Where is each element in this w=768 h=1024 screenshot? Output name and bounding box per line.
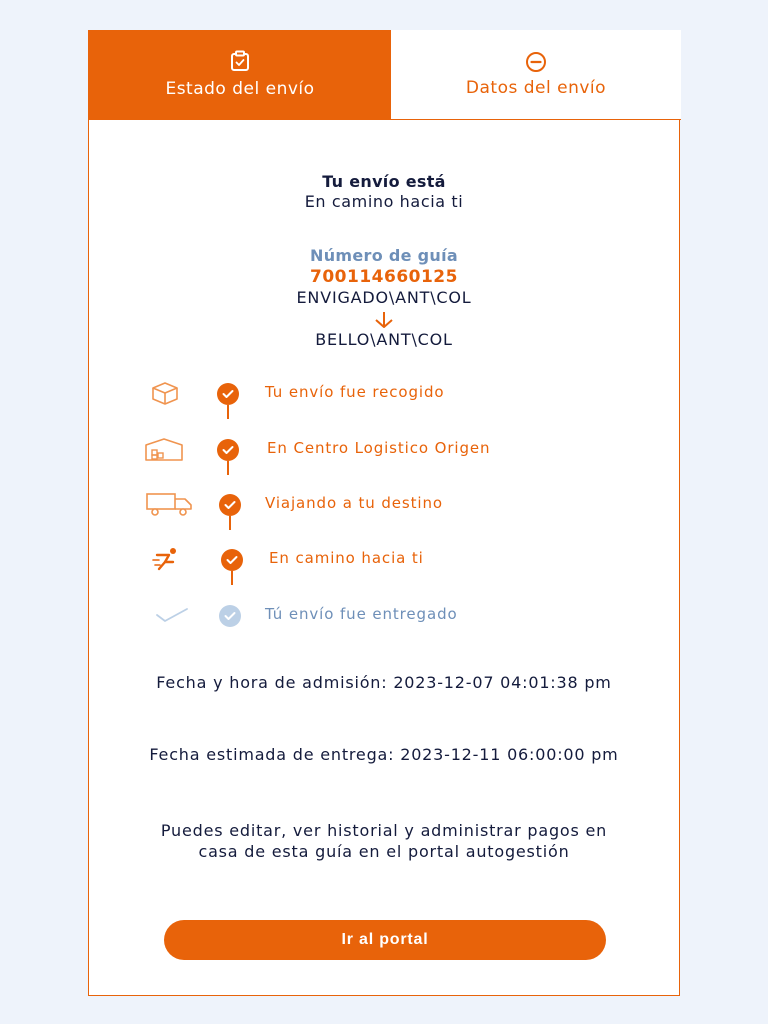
tracking-card: [88, 30, 680, 996]
box-icon: [145, 380, 185, 406]
step-label: En camino hacia ti: [269, 549, 424, 567]
courier-running-icon: [151, 546, 191, 572]
status-heading: Tu envío está: [322, 172, 446, 191]
pending-check-icon: [219, 605, 241, 627]
tab-bar: [89, 30, 681, 120]
tab-estado-label: Estado del envío: [165, 79, 315, 99]
step-en-camino: [89, 546, 679, 586]
step-viajando: [89, 491, 679, 531]
step-entregado: [89, 602, 679, 642]
step-label: Viajando a tu destino: [265, 494, 443, 512]
clipboard-check-icon: [229, 50, 251, 78]
checkmark-icon: [221, 549, 243, 571]
warehouse-icon: [143, 436, 183, 462]
destination-city: BELLO\ANT\COL: [315, 330, 453, 349]
checkmark-icon: [217, 439, 239, 461]
tab-datos-label: Datos del envío: [465, 78, 607, 98]
go-to-portal-button[interactable]: Ir al portal: [164, 920, 606, 960]
origin-city: ENVIGADO\ANT\COL: [296, 288, 472, 307]
step-connector: [231, 571, 233, 585]
status-value: En camino hacia ti: [304, 192, 464, 211]
tab-datos-del-envio[interactable]: [391, 30, 681, 120]
step-label: Tu envío fue recogido: [265, 383, 445, 401]
truck-icon: [145, 491, 185, 517]
minus-circle-icon: [525, 51, 547, 78]
portal-info-text: Puedes editar, ver historial y administrar pagos en casa de esta guía en el portal autogestión: [160, 821, 608, 861]
guide-number: 700114660125: [310, 267, 458, 287]
check-icon: [155, 602, 195, 628]
tab-estado-del-envio[interactable]: [89, 30, 391, 120]
step-label: Tú envío fue entregado: [265, 605, 458, 623]
arrow-down-icon: [89, 310, 679, 330]
step-connector: [229, 516, 231, 530]
guide-heading: Número de guía: [310, 246, 458, 265]
step-centro-logistico: [89, 436, 679, 476]
step-connector: [227, 405, 229, 419]
step-recogido: [89, 380, 679, 420]
checkmark-icon: [219, 494, 241, 516]
step-connector: [227, 461, 229, 475]
estimated-delivery-date: Fecha estimada de entrega: 2023-12-11 06:00:00 pm: [149, 745, 619, 764]
admission-date: Fecha y hora de admisión: 2023-12-07 04:01:38 pm: [156, 673, 612, 692]
step-label: En Centro Logistico Origen: [267, 439, 491, 457]
checkmark-icon: [217, 383, 239, 405]
